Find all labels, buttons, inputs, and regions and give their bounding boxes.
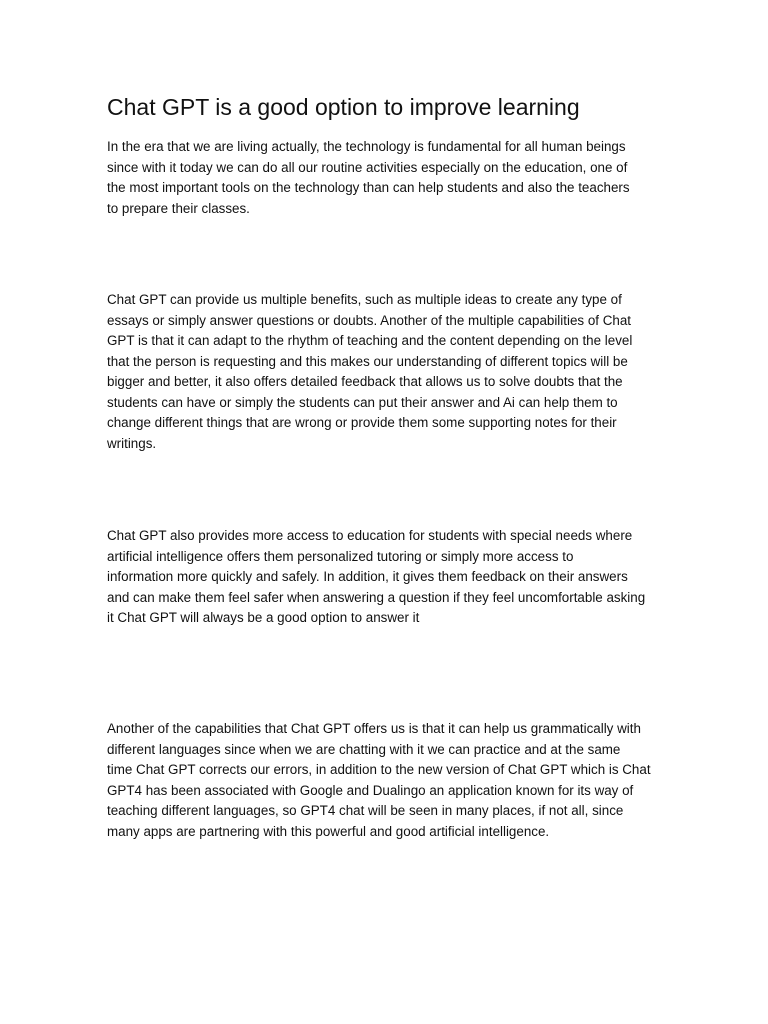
paragraph-3 — [107, 526, 663, 629]
paragraph-line: information more quickly and safely. In addition, it gives them feedback on their answers — [107, 569, 628, 584]
paragraph-line: In the era that we are living actually, the technology is fundamental for all human beings — [107, 139, 626, 154]
paragraph-line: artificial intelligence offers them personalized tutoring or simply more access to — [107, 548, 574, 564]
paragraph-line: different languages since when we are chatting with it we can practice and at the same — [107, 741, 621, 757]
paragraph-line: it Chat GPT will always be a good option to answer it — [107, 610, 420, 625]
document-title: Chat GPT is a good option to improve learning — [107, 94, 580, 120]
paragraph-line: teaching different languages, so GPT4 chat will be seen in many places, if not all, since — [107, 803, 624, 818]
paragraph-line: many apps are partnering with this powerful and good artificial intelligence. — [107, 823, 550, 839]
paragraph-line: to prepare their classes. — [107, 200, 250, 216]
paragraph-line: GPT is that it can adapt to the rhythm of teaching and the content depending on the level — [107, 333, 633, 348]
paragraph-line: Another of the capabilities that Chat GPT offers us is that it can help us grammatically with — [107, 721, 641, 736]
paragraph-line: since with it today we can do all our routine activities especially on the education, one of — [107, 159, 628, 175]
paragraph-line: GPT4 has been associated with Google and Dualingo an application known for its way of — [107, 782, 634, 798]
paragraph-line: change different things that are wrong or provide them some supporting notes for their — [107, 415, 617, 430]
paragraph-line: Chat GPT also provides more access to education for students with special needs where — [107, 528, 633, 543]
paragraph-1 — [107, 137, 663, 219]
paragraph-line: bigger and better, it also offers detailed feedback that allows us to solve doubts that the — [107, 374, 623, 389]
paragraph-line: the most important tools on the technology than can help students and also the teachers — [107, 180, 630, 195]
paragraph-line: writings. — [107, 435, 157, 451]
paragraph-line: time Chat GPT corrects our errors, in addition to the new version of Chat GPT which is Chat — [107, 762, 651, 777]
paragraph-line: and can make them feel safer when answering a question if they feel uncomfortable asking — [107, 589, 646, 605]
paragraph-line: Chat GPT can provide us multiple benefits, such as multiple ideas to create any type of — [107, 292, 622, 307]
paragraph-4 — [107, 719, 663, 842]
paragraph-line: that the person is requesting and this makes our understanding of different topics will be — [107, 353, 628, 369]
paragraph-line: students can have or simply the students can put their answer and Ai can help them to — [107, 394, 618, 410]
paragraph-line: essays or simply answer questions or doubts. Another of the multiple capabilities of Chat — [107, 312, 631, 328]
paragraph-2 — [107, 290, 663, 454]
